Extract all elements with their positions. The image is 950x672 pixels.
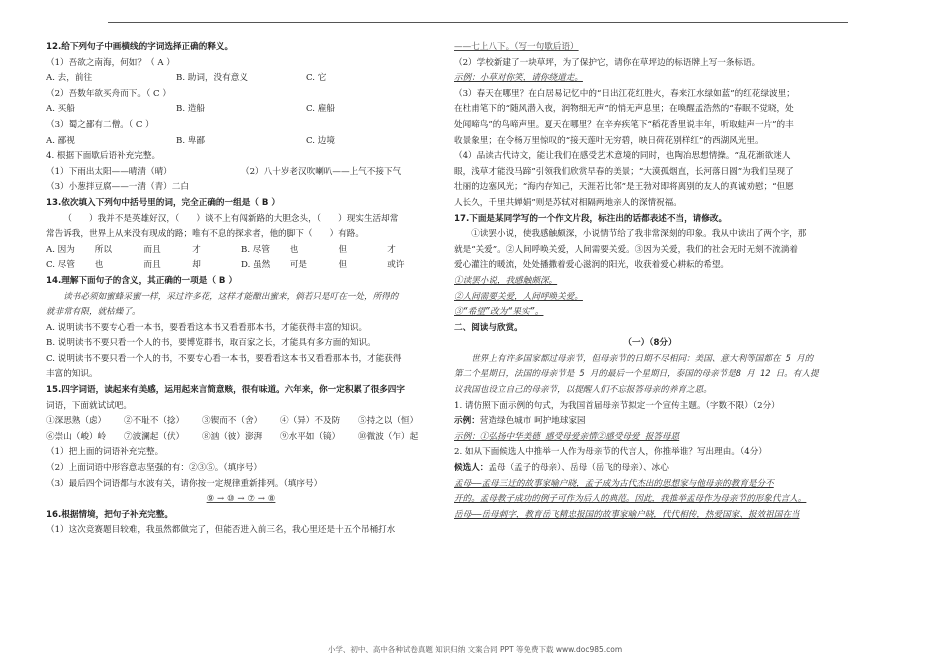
idiom: ③锲而不（舍） — [202, 416, 263, 427]
left-column — [46, 40, 436, 539]
option: 但 — [338, 260, 348, 271]
candidates-text: 孟母（孟子的母亲）、岳母（岳飞的母亲）、冰心 — [488, 463, 669, 474]
q16-s1-answer: ——七上八下。（写一句歇后语） — [454, 42, 579, 52]
example-text: 营造绿色城市 呵护地球家园 — [479, 416, 586, 427]
reading-q2: 2. 如从下面候选人中推举一人作为母亲节的代言人，你推举谁？写出理由。（4分） — [454, 447, 767, 458]
example-label: 示例： — [454, 416, 480, 427]
passage-line3: 议我国也设立自己的母亲节，以提醒人们不忘报答母亲的养育之恩。 — [454, 385, 712, 396]
passage-line2: 第二个星期日，法国的母亲节是 5 月的最后一个星期日，泰国的母亲节是8 月 12 日。有人提 — [454, 369, 819, 380]
option: 也 — [94, 260, 104, 271]
q15-title2: 词语，下面就试试吧。 — [46, 400, 132, 411]
idiom: ⑨水平如（镜） — [280, 431, 341, 442]
q16-s4-line3: 壮丽的边塞风光；“海内存知己，天涯若比邻”是王勃对即将离别的友人的真诚劝慰；“但愿 — [454, 182, 794, 193]
q12-s3: （3）蜀之鄙有二僧。（ C ） — [46, 119, 154, 130]
q12-s4: 4. 根据下面歇后语补充完整。 — [46, 151, 161, 162]
q12-s4c: （3）小葱拌豆腐——一清（青）二白 — [46, 182, 189, 193]
q14-option-b: B. 说明读书不要只看一个人的书，要博览群书，取百家之长，才能具有多方面的知识。 — [46, 338, 376, 349]
section-2-heading: 二、阅读与欣赏。 — [454, 322, 523, 333]
q16-s4-line1: （4）品读古代诗文，能让我们在感受艺术意境的同时，也陶冶思想情操。“乱花渐欲迷人 — [454, 151, 791, 162]
q12-s3-options — [46, 134, 436, 150]
q15-title1: 15.四字词语，读起来有美感，运用起来言简意赅，很有味道。六年来，你一定积累了很多四字 — [46, 385, 405, 396]
q14-option-c2: 丰富的知识。 — [46, 369, 98, 380]
reading-q2-answer3: 岳母——岳母刺字，教育岳飞精忠报国的故事家喻户晓，代代相传，热爱国家、报效祖国在当 — [454, 509, 800, 520]
reading-q1-example — [454, 414, 846, 430]
reading-q1: 1. 请仿照下面示例的句式，为我国首届母亲节拟定一个宣传主题。（字数不限）（2分） — [454, 400, 780, 411]
q12-s1: （1）吾欲之南海，何如？（ A ） — [46, 57, 175, 68]
option: C. 它 — [306, 73, 327, 84]
header-rule — [108, 22, 848, 23]
q15-order: ⑨ → ⑩ → ⑦ → ⑧ — [206, 494, 276, 505]
q15-row2 — [46, 430, 436, 446]
candidates-label: 候选人： — [454, 463, 489, 474]
option: 才 — [387, 244, 396, 255]
reading-q2-candidates — [454, 461, 846, 477]
option: 才 — [192, 244, 201, 255]
option: 却 — [192, 260, 201, 271]
part-1-heading: （一）（8分） — [623, 338, 677, 349]
option: C. 雇船 — [306, 104, 335, 115]
option: 可是 — [289, 260, 307, 271]
q16-s3-line1: （3）春天在哪里？在白居易记忆中的“日出江花红胜火，春来江水绿如蓝”的红花绿波里； — [454, 88, 795, 99]
option: A. 鄙视 — [46, 135, 75, 146]
idiom: ①深思熟（虑） — [46, 416, 107, 427]
q17-line2: 就是“关爱”。②人间呼唤关爱，人间需要关爱。③因为关爱，我们的社会无时无刻不流淌着 — [454, 244, 798, 255]
option: A. 买船 — [46, 104, 75, 115]
q12-title: 12.给下列句子中画横线的字词选择正确的释义。 — [46, 42, 234, 52]
reading-q2-answer2: 开的。孟母教子成功的例子可作为后人的典范。因此，我推举孟母作为母亲节的形象代言人。 — [454, 494, 807, 505]
right-column — [454, 40, 846, 523]
option: 而且 — [143, 244, 161, 255]
idiom: ⑦波澜起（伏） — [124, 431, 185, 442]
option: A. 去，前往 — [46, 73, 93, 84]
q16-s3-line3: 处闻啼鸟”的鸟啼声里。夏天在哪里？在辛弃疾笔下“稻花香里说丰年，听取蛙声一片”的丰 — [454, 119, 794, 130]
option: 也 — [289, 244, 299, 255]
page-footer: 小学、初中、高中各种试卷真题 知识归纳 文案合同 PPT 等免费下载 www.doc985.com — [327, 645, 623, 654]
q14-quote2: 就非常有限，就枯燥了。 — [46, 307, 141, 318]
option: 所以 — [94, 244, 112, 255]
reading-q2-answer1: 孟母——孟母三迁的故事家喻户晓，孟子成为古代杰出的思想家与他母亲的教育是分不 — [454, 478, 774, 489]
q17-answer1: ①读罢小说，我感触颇深。 — [454, 275, 558, 286]
q12-s4a: （1）下雨出太阳——晴清（晴） — [46, 166, 172, 177]
idiom: ⑩微波（乍）起 — [358, 431, 419, 442]
q13-options-ab — [46, 243, 436, 259]
q16-s1: （1）这次竞赛题目较难，我虽然都做完了，但能否进入前三名，我心里还是十五个吊桶打水 — [46, 525, 396, 536]
q12-s4b: （2）八十岁老汉吹喇叭——上气不接下气 — [241, 166, 402, 177]
q15-s2: （2）上面词语中形容意志坚强的有：②③⑤。（填序号） — [46, 463, 263, 474]
idiom: ⑤持之以（恒） — [358, 416, 419, 427]
q14-option-c1: C. 说明读书不要只看一个人的书，不要专心看一本书，要看看这本书又看看那本书，才能获得 — [46, 353, 402, 364]
option: B. 尽管 — [241, 244, 270, 255]
option: C. 边境 — [306, 135, 335, 146]
q13-options-cd — [46, 258, 436, 274]
option: B. 助词，没有意义 — [176, 73, 248, 84]
reading-q1-answer: 示例：①弘扬中华美德 感受母爱亲情②感受母爱 报答母恩 — [454, 431, 680, 442]
q16-s3-line4: 收景象里；在令杨万里惊叹的“接天莲叶无穷碧，映日荷花别样红”的西湖风光里。 — [454, 135, 764, 146]
option: B. 卑鄙 — [176, 135, 205, 146]
idiom: ②不耻不（捻） — [124, 416, 185, 427]
q14-title: 14.理解下面句子的含义，其正确的一项是（ B ） — [46, 275, 238, 286]
q15-row1 — [46, 414, 436, 430]
idiom: ④（异）不及防 — [280, 416, 341, 427]
q13-title: 13.依次填入下列句中括号里的词，完全正确的一组是（ B ） — [46, 197, 281, 208]
option: C. 尽管 — [46, 260, 75, 271]
option: D. 虽然 — [241, 260, 271, 271]
q13-body2: 常告诉我，世界上从来没有现成的路；唯有不息的探求者，他的脚下（ ）有路。 — [46, 229, 364, 240]
q17-answer3: ③“希望”改为“果实”。 — [454, 307, 544, 318]
q17-answer2: ②人间需要关爱，人间呼唤关爱。 — [454, 291, 583, 302]
q12-s4-row — [46, 165, 436, 181]
q16-title: 16.根据情境，把句子补充完整。 — [46, 509, 173, 520]
q17-line3: 爱心灌注的暖流，处处播撒着爱心滋润的阳光，收获着爱心耕耘的希望。 — [454, 260, 730, 271]
q15-s1: （1）把上面的词语补充完整。 — [46, 447, 164, 458]
option: 而且 — [143, 260, 161, 271]
q14-quote1: 读书必须如蜜蜂采蜜一样，采过许多花，这样才能酿出蜜来，倘若只是叮在一处，所得的 — [63, 291, 399, 302]
q16-s2: （2）学校新建了一块草坪，为了保护它，请你在草坪边的标语牌上写一条标语。 — [454, 57, 761, 68]
option: B. 造船 — [176, 104, 205, 115]
q15-s3: （3）最后四个词语都与水波有关，请你按一定规律重新排列。（填序号） — [46, 478, 323, 489]
q12-s2-options — [46, 102, 436, 118]
idiom: ⑥崇山（峻）岭 — [46, 431, 107, 442]
option: 或许 — [387, 260, 405, 271]
q13-body1: （ ）我并不是英雄好汉，（ ）谈不上有闯新路的大胆念头，（ ）现实生活却常 — [63, 213, 399, 224]
passage-line1: 世界上有许多国家都过母亲节，但母亲节的日期不尽相同：美国、意大利等国都在 5 月的 — [471, 353, 814, 364]
q17-title: 17.下面是某同学写的一个作文片段，标注出的话都表述不当，请修改。 — [454, 213, 728, 224]
q16-s4-line2: 眼，浅草才能没马蹄”引领我们欣赏早春的美景；“大漠孤烟直，长河落日圆”为我们呈现了 — [454, 166, 794, 177]
q16-s2-example: 示例：小草对你笑，请你绕道走。 — [454, 73, 583, 84]
q14-option-a: A. 说明读书不要专心看一本书，要看看这本书又看看那本书，才能获得丰富的知识。 — [46, 322, 368, 333]
q12-s1-options — [46, 71, 436, 87]
q17-line1: ①读罢小说，使我感触颇深，小说情节给了我非常深刻的印象。我从中读出了两个字，那 — [471, 229, 807, 240]
option: 但 — [338, 244, 348, 255]
idiom: ⑧汹（彼）澎湃 — [202, 431, 263, 442]
q16-s3-line2: 在杜甫笔下的“随风潜入夜，润物细无声”的悄无声息里；在唤醒孟浩然的“春眠不觉晓，处 — [454, 104, 794, 115]
q16-s4-line4: 人长久，千里共婵娟”则是苏轼对相隔两地亲人的深情祝福。 — [454, 197, 682, 208]
option: A. 因为 — [46, 244, 75, 255]
q12-s2: （2）吾数年欲买舟而下。（ C ） — [46, 88, 171, 99]
